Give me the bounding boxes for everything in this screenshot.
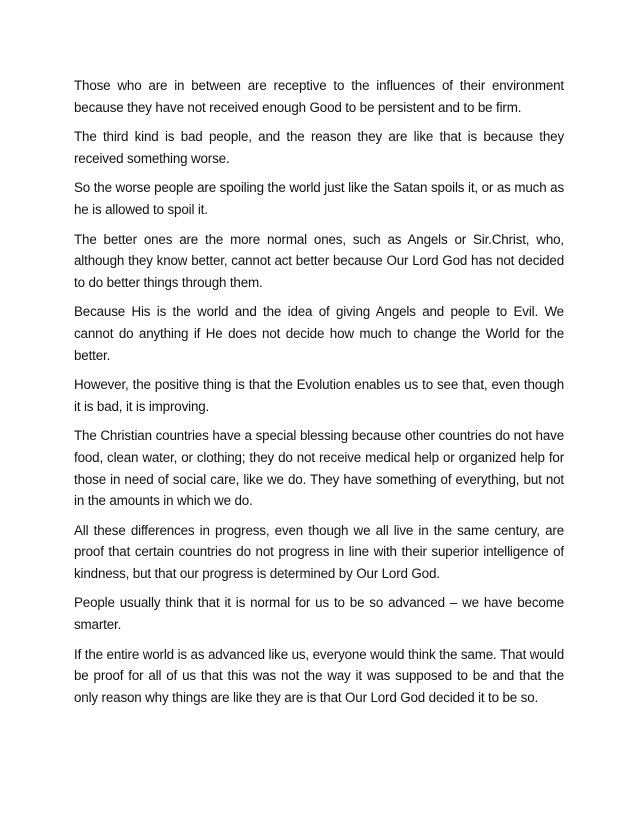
paragraph-8: All these differences in progress, even though we all live in the same century, are proof that certain countries do not progress in line with their superior intelligence of kindness, but that our progress is determined by Our Lord God. bbox=[74, 522, 564, 581]
paragraph-6: However, the positive thing is that the Evolution enables us to see that, even though it is bad, it is improving. bbox=[74, 377, 564, 414]
paragraph-3: So the worse people are spoiling the world just like the Satan spoils it, or as much as he is allowed to spoil it. bbox=[74, 180, 564, 217]
paragraph-2: The third kind is bad people, and the reason they are like that is because they received something worse. bbox=[74, 129, 564, 166]
paragraph-10: If the entire world is as advanced like us, everyone would think the same. That would be proof for all of us that this was not the way it was supposed to be and that the only reason why things are like they are is that Our Lord God decided it to be so. bbox=[74, 646, 564, 705]
paragraph-4: The better ones are the more normal ones, such as Angels or Sir.Christ, who, although they know better, cannot act better because Our Lord God has not decided to do better things through them. bbox=[74, 231, 564, 290]
paragraph-1: Those who are in between are receptive to the influences of their environment because they have not received enough Good to be persistent and to be firm. bbox=[74, 78, 564, 115]
paragraph-5: Because His is the world and the idea of giving Angels and people to Evil. We cannot do anything if He does not decide how much to change the World for the better. bbox=[74, 304, 564, 363]
paragraph-7: The Christian countries have a special blessing because other countries do not have food, clean water, or clothing; they do not receive medical help or organized help for those in need of social care, like we do. They have something of everything, but not in the amounts in which we do. bbox=[74, 428, 564, 509]
paragraph-9: People usually think that it is normal for us to be so advanced – we have become smarter. bbox=[74, 595, 564, 633]
